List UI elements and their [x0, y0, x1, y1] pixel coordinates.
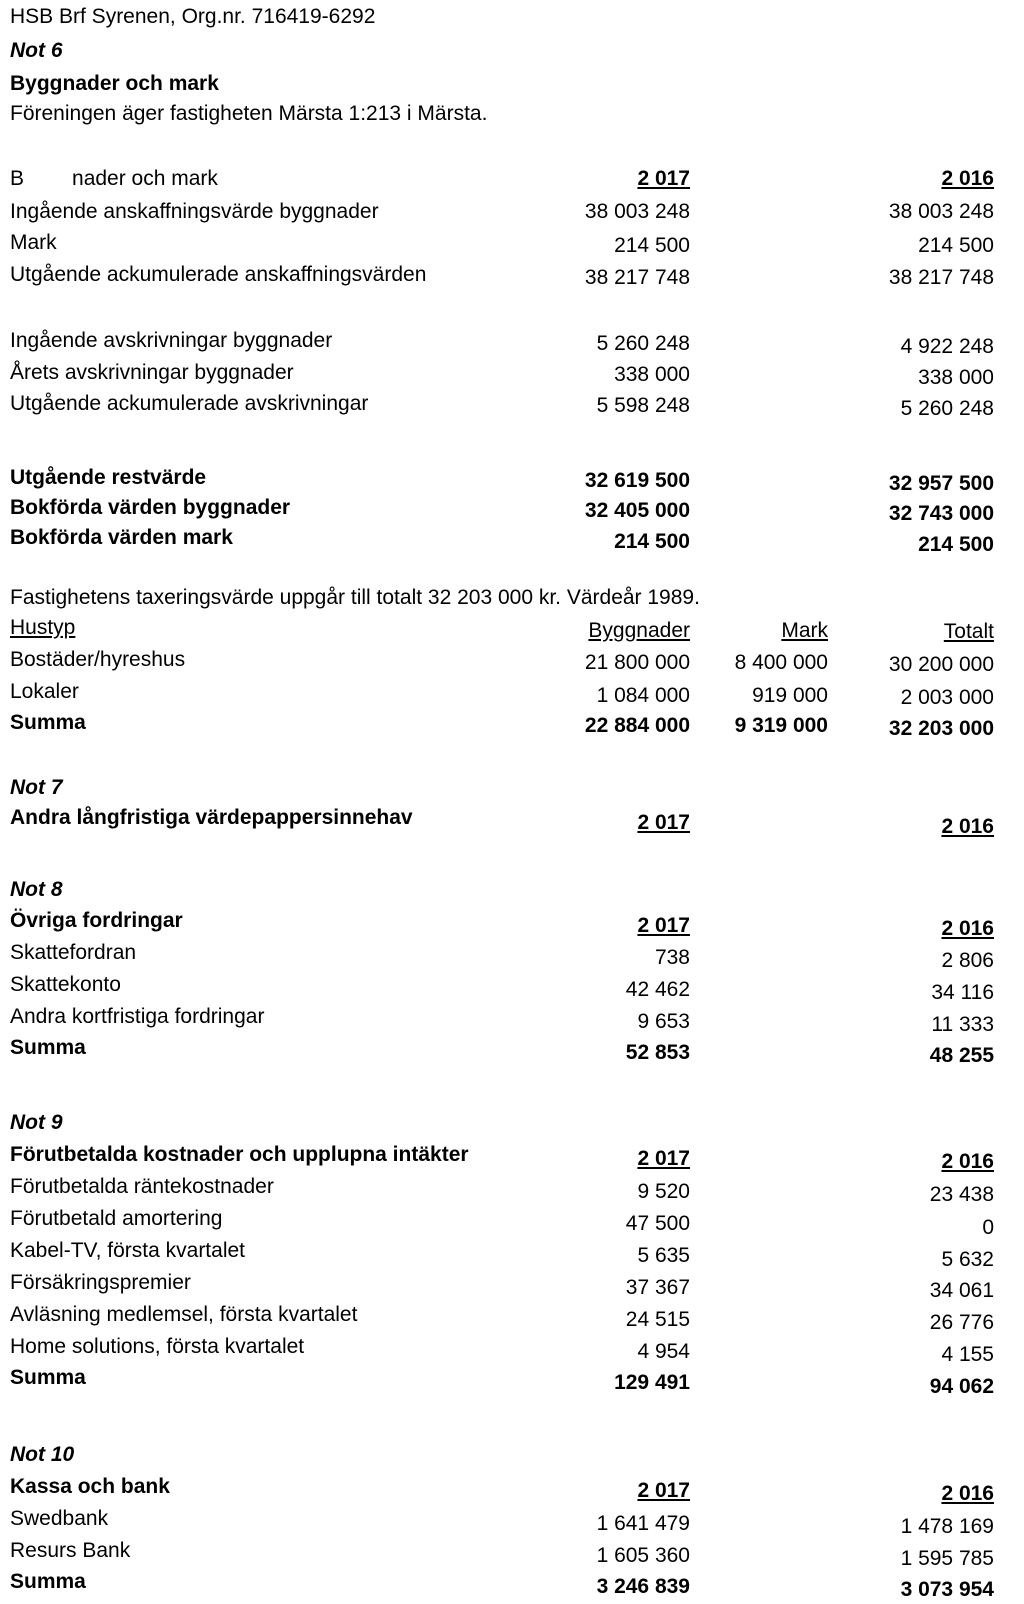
tax-head-buildings: Byggnader — [588, 619, 690, 642]
note-title-10: Kassa och bank — [10, 1475, 170, 1498]
not6-year-2017: 2 017 — [637, 167, 690, 190]
not9-row-value-2016: 94 062 — [929, 1375, 994, 1398]
not8-row-value-2017: 9 653 — [637, 1010, 690, 1033]
not6-row-label: Ingående anskaffningsvärde byggnader — [10, 200, 379, 223]
not6-row-value-2017: 32 619 500 — [584, 469, 690, 492]
not9-row-value-2017: 129 491 — [614, 1371, 690, 1394]
tax-row-buildings: 22 884 000 — [584, 714, 690, 737]
not6-row-value-2017: 338 000 — [614, 363, 690, 386]
note-label-8: Not 8 — [10, 878, 63, 901]
not10-row-value-2017: 3 246 839 — [596, 1575, 690, 1598]
tax-row-land: 8 400 000 — [734, 651, 828, 674]
not10-row-label: Summa — [10, 1570, 86, 1593]
not9-row-label: Försäkringspremier — [10, 1271, 191, 1294]
not9-year-2017: 2 017 — [637, 1147, 690, 1170]
not6-row-value-2016: 4 922 248 — [900, 335, 994, 358]
not8-row-value-2016: 34 116 — [931, 981, 994, 1004]
not9-row-value-2016: 4 155 — [941, 1343, 994, 1366]
not6-row-label: Utgående ackumulerade avskrivningar — [10, 392, 369, 415]
not6-row-value-2016: 38 003 248 — [888, 200, 994, 223]
not6-row-value-2017: 5 598 248 — [596, 394, 690, 417]
not10-row-value-2016: 1 478 169 — [900, 1515, 994, 1538]
tax-row-total: 32 203 000 — [888, 717, 994, 740]
not9-row-value-2017: 47 500 — [625, 1212, 690, 1235]
not9-row-value-2016: 5 632 — [941, 1248, 994, 1271]
not9-year-2016: 2 016 — [941, 1150, 994, 1173]
not9-row-label: Förutbetalda räntekostnader — [10, 1175, 274, 1198]
not9-row-value-2016: 23 438 — [929, 1183, 994, 1206]
not9-row-label: Summa — [10, 1366, 86, 1389]
note-label-6: Not 6 — [10, 39, 63, 62]
note-title-6: Byggnader och mark — [10, 72, 219, 95]
tax-row-label: Lokaler — [10, 680, 79, 703]
not6-row-value-2017: 5 260 248 — [596, 332, 690, 355]
not9-row-value-2017: 9 520 — [637, 1180, 690, 1203]
not6-row-value-2016: 338 000 — [918, 366, 994, 389]
not6-row-value-2016: 5 260 248 — [900, 397, 994, 420]
not6-row-value-2016: 32 743 000 — [888, 502, 994, 525]
not6-row-value-2016: 32 957 500 — [888, 472, 994, 495]
not7-year-2017: 2 017 — [637, 811, 690, 834]
tax-head-type: Hustyp — [10, 616, 76, 639]
not6-row-value-2017: 38 217 748 — [584, 266, 690, 289]
not9-row-label: Kabel-TV, första kvartalet — [10, 1239, 245, 1262]
note-title-7: Andra långfristiga värdepappersinnehav — [10, 806, 413, 829]
not6-row-value-2016: 214 500 — [918, 234, 994, 257]
tax-row-total: 30 200 000 — [888, 653, 994, 676]
not6-row-value-2017: 214 500 — [614, 234, 690, 257]
not10-row-label: Swedbank — [10, 1507, 109, 1530]
not6-row-value-2017: 214 500 — [614, 530, 690, 553]
not10-year-2016: 2 016 — [941, 1482, 994, 1505]
not8-row-label: Skattekonto — [10, 973, 121, 996]
note-title-8: Övriga fordringar — [10, 909, 183, 932]
tax-row-land: 9 319 000 — [734, 714, 828, 737]
not9-row-label: Avläsning medlemsel, första kvartalet — [10, 1303, 358, 1326]
note-label-10: Not 10 — [10, 1443, 75, 1466]
not6-header-part-b: nader och mark — [72, 167, 218, 190]
not6-header-label — [10, 167, 218, 191]
not10-row-value-2016: 3 073 954 — [900, 1578, 994, 1601]
not9-row-value-2017: 37 367 — [625, 1276, 690, 1299]
not6-row-label: Bokförda värden byggnader — [10, 496, 291, 519]
not9-row-value-2017: 4 954 — [637, 1340, 690, 1363]
not10-year-2017: 2 017 — [637, 1479, 690, 1502]
org-line: HSB Brf Syrenen, Org.nr. 716419-6292 — [10, 5, 376, 28]
not9-row-label: Förutbetald amortering — [10, 1207, 223, 1230]
not10-row-value-2017: 1 605 360 — [596, 1544, 690, 1567]
tax-row-label: Bostäder/hyreshus — [10, 648, 186, 671]
not7-year-2016: 2 016 — [941, 815, 994, 838]
not9-row-value-2016: 0 — [982, 1216, 994, 1239]
not6-row-label: Utgående ackumulerade anskaffningsvärden — [10, 263, 427, 286]
tax-row-land: 919 000 — [752, 684, 828, 707]
not8-year-2016: 2 016 — [941, 917, 994, 940]
not6-row-value-2016: 38 217 748 — [888, 266, 994, 289]
not8-row-value-2017: 738 — [654, 946, 690, 969]
not6-row-label: Mark — [10, 231, 57, 254]
tax-row-total: 2 003 000 — [900, 686, 994, 709]
note-label-9: Not 9 — [10, 1111, 63, 1134]
not9-row-label: Home solutions, första kvartalet — [10, 1335, 305, 1358]
not6-row-label: Utgående restvärde — [10, 466, 207, 489]
not6-row-label: Bokförda värden mark — [10, 526, 233, 549]
not9-row-value-2017: 5 635 — [637, 1244, 690, 1267]
not8-year-2017: 2 017 — [637, 914, 690, 937]
tax-row-buildings: 1 084 000 — [596, 684, 690, 707]
not8-row-label: Andra kortfristiga fordringar — [10, 1005, 265, 1028]
not6-row-label: Ingående avskrivningar byggnader — [10, 329, 333, 352]
not10-row-value-2017: 1 641 479 — [596, 1512, 690, 1535]
not6-row-value-2017: 38 003 248 — [584, 200, 690, 223]
tax-head-total: Totalt — [943, 620, 994, 643]
not9-row-value-2017: 24 515 — [625, 1308, 690, 1331]
not6-row-label: Årets avskrivningar byggnader — [10, 361, 294, 384]
note-title-9: Förutbetalda kostnader och upplupna intäkter — [10, 1143, 469, 1166]
not8-row-value-2017: 52 853 — [625, 1041, 690, 1064]
tax-value-text: Fastighetens taxeringsvärde uppgår till totalt 32 203 000 kr. Värdeår 1989. — [10, 586, 700, 609]
note-description-6: Föreningen äger fastigheten Märsta 1:213 i Märsta. — [10, 102, 488, 125]
not10-row-value-2016: 1 595 785 — [900, 1547, 994, 1570]
not8-row-value-2017: 42 462 — [625, 978, 690, 1001]
not8-row-label: Summa — [10, 1036, 86, 1059]
not8-row-value-2016: 48 255 — [929, 1044, 994, 1067]
note-label-7: Not 7 — [10, 776, 63, 799]
tax-row-label: Summa — [10, 711, 86, 734]
not10-row-label: Resurs Bank — [10, 1539, 131, 1562]
not9-row-value-2016: 34 061 — [929, 1279, 994, 1302]
not8-row-value-2016: 11 333 — [931, 1013, 994, 1036]
not6-header-part-a: B — [10, 167, 25, 190]
tax-head-land: Mark — [781, 619, 828, 642]
not6-row-value-2016: 214 500 — [918, 533, 994, 556]
not8-row-label: Skattefordran — [10, 941, 137, 964]
not8-row-value-2016: 2 806 — [941, 949, 994, 972]
not6-year-2016: 2 016 — [941, 167, 994, 190]
not6-row-value-2017: 32 405 000 — [584, 499, 690, 522]
not9-row-value-2016: 26 776 — [929, 1311, 994, 1334]
tax-row-buildings: 21 800 000 — [584, 651, 690, 674]
